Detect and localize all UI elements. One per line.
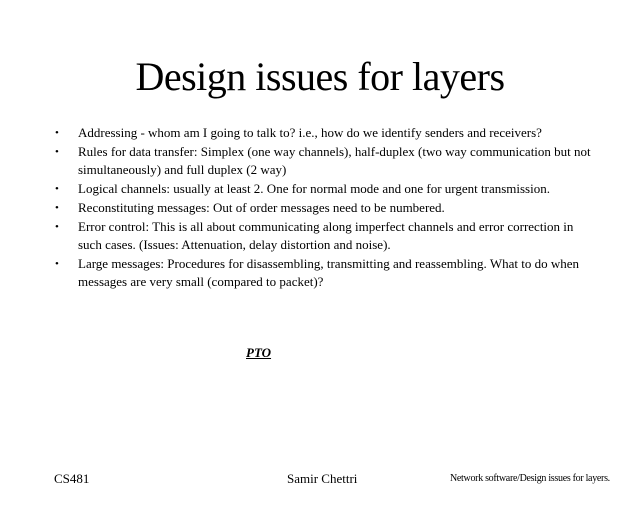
bullet-text: Logical channels: usually at least 2. One for normal mode and one for urgent transmission. xyxy=(78,181,550,196)
bullet-text: Addressing - whom am I going to talk to? i.e., how do we identify senders and receivers? xyxy=(78,125,542,140)
bullet-item xyxy=(52,124,592,142)
bullet-item xyxy=(52,143,592,179)
slide-title: Design issues for layers xyxy=(135,54,505,99)
footer-topic: Network software/Design issues for layers. xyxy=(450,473,610,484)
bullet-text: Rules for data transfer: Simplex (one way channels), half-duplex (two way communication but not simultaneously) and full duplex (2 way) xyxy=(78,144,591,177)
bullet-icon: • xyxy=(55,202,59,214)
footer-author: Samir Chettri xyxy=(287,471,358,486)
bullet-text: Large messages: Procedures for disassembling, transmitting and reassembling. What to do when messages are very small (compared to packet)? xyxy=(78,256,579,289)
bullet-icon: • xyxy=(55,221,59,233)
bullet-icon: • xyxy=(55,183,59,195)
bullet-item xyxy=(52,199,592,217)
bullet-item xyxy=(52,218,592,254)
pto-label: PTO xyxy=(246,345,272,360)
bullet-icon: • xyxy=(55,127,59,139)
footer-course: CS481 xyxy=(54,471,90,486)
bullet-text: Reconstituting messages: Out of order messages need to be numbered. xyxy=(78,200,445,215)
bullet-item xyxy=(52,180,592,198)
bullet-icon: • xyxy=(55,258,59,270)
bullet-icon: • xyxy=(55,146,59,158)
bullet-item xyxy=(52,255,592,291)
bullet-text: Error control: This is all about communicating along imperfect channels and error correction in such cases. (Issues: Attenuation, delay distortion and noise). xyxy=(78,219,574,252)
bullet-list xyxy=(52,124,592,291)
